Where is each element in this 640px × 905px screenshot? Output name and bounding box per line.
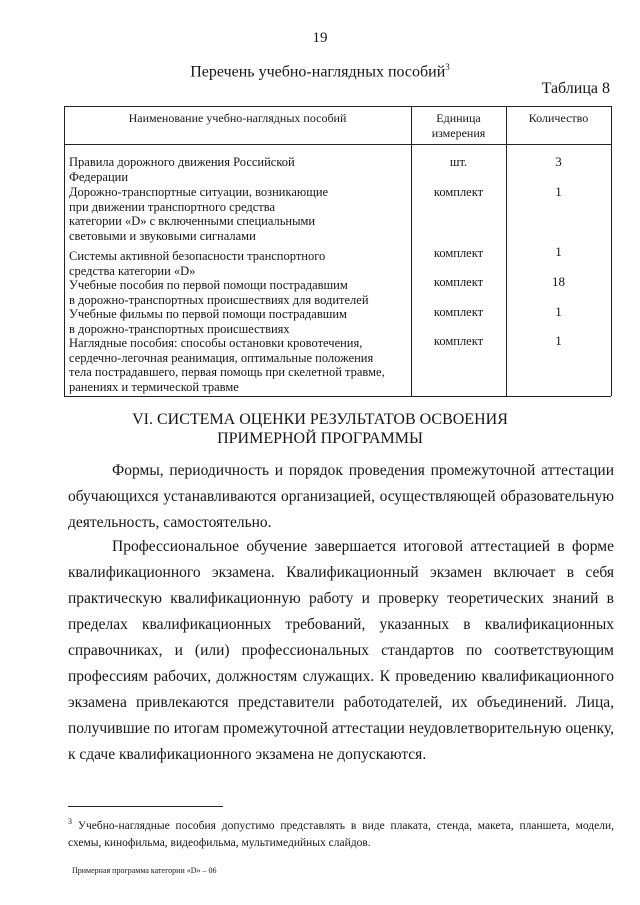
footnote-mark: 3 (68, 817, 72, 826)
row-quantity: 1 (555, 333, 562, 348)
list-title-text: Перечень учебно-наглядных пособий (190, 63, 446, 81)
row-unit: шт. (449, 155, 468, 169)
header-unit: Единица измерения (431, 111, 486, 140)
row-quantity: 3 (555, 154, 562, 169)
row-name: Правила дорожного движения Российской Федерации (69, 155, 295, 184)
table-border-left (64, 106, 65, 396)
row-unit: комплект (433, 305, 484, 319)
page-footer: Примерная программа категории «D» – 06 (72, 866, 217, 875)
paragraph-assessment-forms: Формы, периодичность и порядок проведения промежуточной аттестации обучающихся устанавливаются организацией, осуществляющей образовательную деятельность, самостоятельно. (68, 462, 614, 531)
table-border-right (611, 106, 612, 396)
row-name: Дорожно-транспортные ситуации, возникающие при движении транспортного средства категории «D» с включенными специальными световыми и звуковыми сигналами (69, 185, 329, 243)
row-unit: комплект (433, 334, 484, 348)
row-quantity: 1 (555, 184, 562, 199)
row-quantity: 1 (555, 304, 562, 319)
row-name: Системы активной безопасности транспортного средства категории «D» (69, 249, 326, 278)
footnote (68, 813, 614, 852)
page-number: 19 (312, 30, 328, 46)
table-label: Таблица 8 (541, 80, 610, 97)
paragraph-final-exam: Профессиональное обучение завершается итоговой аттестацией в форме квалификационного экзамена. Квалификационный экзамен включает в себя практическую квалификационную работу и проверку теоретических знаний в пределах квалификационных требований, указанных в квалификационных справочниках, и (или) профессиональных стандартов по соответствующим профессиям рабочих, должностям служащих. К проведению квалификационного экзамена привлекаются представители работодателей, их объединений. Лица, получившие по итогам промежуточной аттестации неудовлетворительную оценку, к сдаче квалификационного экзамена не допускаются. (68, 538, 614, 763)
table-header-border (64, 144, 611, 145)
footnote-text: Учебно-наглядные пособия допустимо представлять в виде плаката, стенда, макета, планшета, модели, схемы, кинофильма, видеофильма, мультимедийных слайдов. (68, 819, 614, 849)
list-title-footnote-ref: 3 (445, 62, 450, 72)
section-title: VI. СИСТЕМА ОЦЕНКИ РЕЗУЛЬТАТОВ ОСВОЕНИЯ ПРИМЕРНОЙ ПРОГРАММЫ (132, 411, 508, 447)
teaching-aids-table (64, 106, 611, 396)
row-unit: комплект (433, 185, 484, 199)
row-name: Учебные фильмы по первой помощи пострадавшим в дорожно-транспортных происшествиях (69, 307, 347, 336)
table-border-bottom (64, 396, 611, 397)
row-name: Наглядные пособия: способы остановки кровотечения, сердечно-легочная реанимация, оптимальные положения тела пострадавшего, первая помощь при скелетной травме, ранениях и термической травме (69, 336, 385, 394)
row-name: Учебные пособия по первой помощи пострадавшим в дорожно-транспортных происшествиях для водителей (69, 278, 369, 307)
row-quantity: 18 (552, 274, 565, 289)
row-unit: комплект (433, 246, 484, 260)
row-unit: комплект (433, 275, 484, 289)
footnote-separator (68, 806, 223, 807)
list-title (0, 62, 640, 81)
table-border-top (64, 106, 611, 107)
header-name: Наименование учебно-наглядных пособий (128, 111, 347, 125)
header-quantity: Количество (528, 111, 589, 125)
row-quantity: 1 (555, 244, 562, 259)
